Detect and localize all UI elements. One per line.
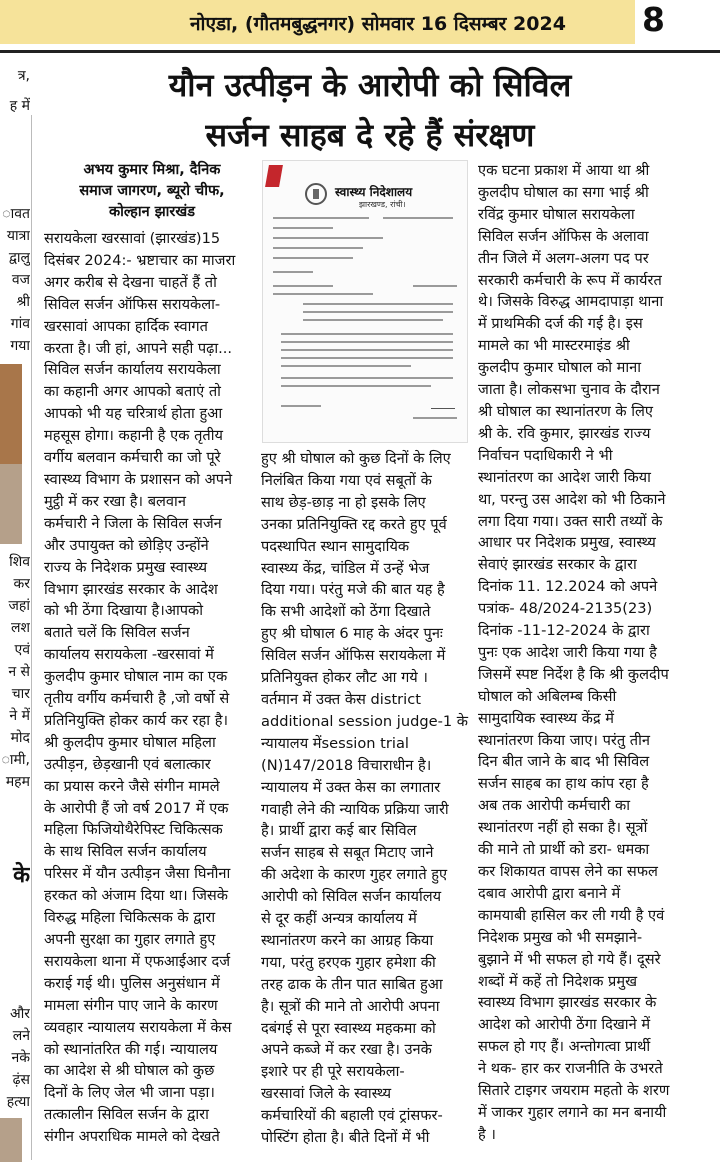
article-line: दिया गया। परंतु मजे की बात यह है — [261, 581, 445, 599]
document-text-line — [281, 377, 453, 379]
article-line: ने थक- हार कर राजनीति के उभरते — [478, 1060, 663, 1078]
document-text-line — [303, 303, 453, 305]
article-line: का आदेश से श्री घोषाल को कुछ — [44, 1062, 215, 1080]
article-line: सिविल सर्जन ऑफिस सरायकेला- — [44, 295, 221, 313]
fragment-text: जहां — [8, 598, 30, 614]
byline-line: समाज जागरण, ब्यूरो चीफ, — [79, 183, 225, 199]
fragment-text: द्वालु — [8, 250, 30, 266]
article-line: हुए श्री घोषाल को कुछ दिनों के लिए — [261, 450, 451, 467]
article-line: सिविल सर्जन ऑफिस के अलावा — [478, 227, 649, 245]
article-line: कुलदीप कुमार घोषाल को माना — [478, 359, 642, 377]
article-line: कराई गई थी। पुलिस अनुसंधान में — [44, 974, 220, 992]
document-text-line — [273, 217, 369, 219]
article-line: (N)147/2018 विचाराधीन है। — [261, 756, 432, 774]
fragment-text: महम — [5, 774, 30, 790]
article-line: मामले का भी मास्टरमाइंड श्री — [478, 337, 630, 355]
fragment-text: ावत — [2, 206, 30, 222]
document-text-line — [281, 365, 411, 367]
fragment-text: ने में — [9, 708, 30, 724]
letter-document-image — [262, 160, 468, 443]
article-line: वर्तमान में उक्त केस district — [261, 690, 421, 708]
article-line: मुट्ठी में कर रखा है। बलवान — [44, 492, 186, 510]
article-line: मामला संगीन पाए जाने के कारण — [44, 996, 218, 1014]
article-line: संगीन अपराधिक मामले को देखते — [44, 1128, 220, 1146]
emblem-icon — [305, 183, 327, 205]
fragment-text: यात्रा — [6, 228, 30, 244]
document-org-title: स्वास्थ्य निदेशालय — [335, 185, 413, 199]
article-line: अपनी सुरक्षा का गुहार लगाते हुए — [44, 931, 216, 948]
article-line: के साथ सिविल सर्जन कार्यालय — [44, 843, 207, 861]
page-number: 8 — [642, 0, 665, 39]
article-line: अब तक आरोपी कर्मचारी का — [478, 797, 631, 815]
article-line: गया, परंतु हरएक गुहार हमेशा की — [261, 953, 436, 971]
fragment-text: नके — [11, 1050, 30, 1066]
article-line: दिनांक -11-12-2024 के द्वारा — [478, 622, 650, 640]
article-line: राज्य के निदेशक प्रमुख स्वास्थ्य — [44, 558, 208, 576]
article-line: था, परन्तु उस आदेश को भी ठिकाने — [478, 490, 666, 508]
article-line: तीन जिले में अलग-अलग पद पर — [478, 249, 649, 267]
signature-mark — [431, 399, 455, 409]
article-line: हरकत को अंजाम दिया था। जिसके — [44, 887, 229, 905]
fragment-text: गांव — [10, 316, 30, 332]
document-text-line — [281, 341, 453, 343]
article-line: कर शिकायत वापस लेने का सफल — [478, 863, 658, 880]
article-line: आरोपी को सिविल सर्जन कार्यालय — [261, 888, 442, 906]
article-line: एक घटना प्रकाश में आया था श्री — [478, 162, 650, 179]
article-line: व्यवहार न्यायालय सरायकेला में केस — [44, 1018, 232, 1036]
fragment-text: शिव — [9, 554, 30, 570]
column-divider — [31, 115, 32, 1160]
document-text-line — [303, 319, 443, 321]
byline-line: कोल्हान झारखंड — [109, 204, 195, 220]
article-line: सरकारी कर्मचारी के रूप में कार्यरत — [478, 271, 662, 289]
article-line: पत्रांक- 48/2024-2135(23) — [478, 600, 653, 618]
article-line: कर्मचारियों की बहाली एवं ट्रांसफर- — [261, 1107, 443, 1125]
headline — [40, 60, 700, 160]
article-line: खरसावां आपका हार्दिक स्वागत — [44, 317, 208, 335]
photo-fragment — [0, 364, 22, 464]
article-line: स्वास्थ्य विभाग झारखंड सरकार के — [478, 994, 657, 1012]
article-line: को भी ठेंगा दिखाया है।आपको — [44, 602, 204, 620]
article-line: थे। जिसके विरुद्ध आमदापाड़ा थाना — [478, 293, 664, 311]
article-line: बताते चलें कि सिविल सर्जन — [44, 624, 190, 642]
article-line: अपने कब्जे में कर रखा है। उनके — [261, 1041, 432, 1059]
article-line: कुलदीप घोषाल का सगा भाई श्री — [478, 183, 649, 201]
article-line: पोस्टिंग होता है। बीते दिनों में भी — [261, 1129, 430, 1147]
fragment-text: ामी, — [1, 752, 30, 768]
article-line: निलंबित किया गया एवं सबूतों के — [261, 471, 432, 489]
article-line: कार्यालय सरायकेला -खरसावां में — [44, 646, 214, 664]
article-column-1 — [44, 228, 257, 1148]
photo-fragment — [0, 464, 22, 544]
article-line: को स्थानांतरित की गई। न्यायालय — [44, 1040, 218, 1058]
article-column-3 — [478, 160, 711, 1146]
document-text-line — [273, 227, 333, 229]
article-line: रविंद्र कुमार घोषाल सरायकेला — [478, 205, 635, 223]
article-line: में जाकर गुहार लगाने का मन बनायी — [478, 1103, 667, 1121]
fragment-text: वज — [11, 272, 30, 288]
document-text-line — [413, 417, 457, 419]
article-line: जाता है। लोकसभा चुनाव के दौरान — [478, 381, 660, 399]
document-text-line — [281, 357, 453, 359]
article-line: सिविल सर्जन कार्यालय सरायकेला — [44, 361, 221, 379]
article-column-2 — [261, 448, 473, 1149]
article-line: इशारे पर ही पूरे सरायकेला- — [261, 1063, 405, 1081]
article-line: उनका प्रतिनियुक्ति रद्द करते हुए पूर्व — [261, 515, 447, 533]
article-line: लगा दिया गया। उक्त सारी तथ्यों के — [478, 512, 663, 530]
article-line: कर्मचारी ने जिला के सिविल सर्जन — [44, 514, 222, 532]
article-line: करता है। जी हां, आपने सही पढ़ा... — [44, 339, 233, 357]
document-text-line — [281, 349, 453, 351]
article-line: घोषाल को अबिलम्ब किसी — [478, 687, 617, 705]
article-line: सिविल सर्जन ऑफिस सरायकेला में — [261, 647, 446, 665]
article-line: सामुदायिक स्वास्थ्य केंद्र में — [478, 709, 615, 727]
article-line: निर्वाचन पदाधिकारी ने भी — [478, 446, 613, 464]
header-dateline: नोएडा, (गौतमबुद्धनगर) सोमवार 16 दिसम्बर 2024 — [190, 13, 566, 35]
fragment-text: ढ़ंस — [12, 1072, 30, 1088]
article-line: महसूस होगा। कहानी है एक तृतीय — [44, 427, 223, 445]
article-line: पदस्थापित स्थान सामुदायिक — [261, 537, 410, 555]
byline-line: अभय कुमार मिश्रा, दैनिक — [83, 162, 221, 178]
article-line: शब्दों में कहें तो निदेशक प्रमुख — [478, 972, 638, 990]
document-org-subtitle: झारखण्ड, रांची। — [359, 200, 406, 209]
article-line: है। सूत्रों की माने तो आरोपी अपना — [261, 997, 440, 1015]
article-line: अगर करीब से देखना चाहतें हैं तो — [44, 273, 217, 291]
article-line: तत्कालीन सिविल सर्जन के द्वारा — [44, 1106, 209, 1124]
article-line: सरायकेला खरसावां (झारखंड)15 — [44, 230, 221, 247]
document-text-line — [303, 311, 453, 313]
document-text-line — [273, 271, 313, 273]
article-line: न्यायालय में उक्त केस का लगातार — [261, 778, 441, 796]
byline — [44, 160, 260, 223]
article-line: से दूर कहीं अन्यत्र कार्यालय में — [261, 910, 417, 928]
article-line: दिसंबर 2024:- भ्रष्टाचार का माजरा — [44, 251, 236, 269]
fragment-text: न से — [8, 664, 30, 680]
article-line: विरुद्ध महिला चिकित्सक के द्वारा — [44, 909, 216, 927]
fragment-text: और — [9, 1006, 30, 1022]
fragment-text: मोद — [10, 730, 30, 746]
article-line: तृतीय वर्गीय कर्मचारी है ,जो वर्षो से — [44, 690, 230, 708]
headline-line-1: यौन उत्पीड़न के आरोपी को सिविल — [168, 66, 572, 104]
article-line: की अदेशा के कारण गुहर लगाते हुए — [261, 866, 448, 884]
document-text-line — [281, 385, 431, 387]
fragment-headline: के — [13, 863, 30, 888]
article-line: वर्गीय बलवान कर्मचारी का जो पूरे — [44, 449, 221, 467]
article-line: स्थानांतरण नहीं हो सका है। सूत्रों — [478, 819, 648, 837]
article-line: प्रतिनियुक्ति होकर कार्य कर रहा है। — [44, 711, 228, 729]
article-line: प्रतिनियुक्त होकर लौट आ गये । — [261, 669, 428, 687]
fragment-text: ह में — [9, 98, 30, 114]
article-line: सर्जन साहब का हाथ कांप रहा है — [478, 775, 649, 793]
article-line: दबंगई से पूरा स्वास्थ्य महकमा को — [261, 1019, 436, 1037]
article-line: श्री घोषाल का स्थानांतरण के लिए — [478, 402, 653, 420]
fragment-text: लश — [10, 620, 30, 636]
fragment-text: कर — [13, 576, 30, 592]
fragment-text: श्री — [16, 294, 30, 310]
article-line: स्थानांतरण का आदेश जारी किया — [478, 468, 651, 486]
article-line: श्री कुलदीप कुमार घोषाल महिला — [44, 733, 216, 751]
fragment-text: लने — [12, 1028, 30, 1044]
article-line: सर्जन साहब से सबूत मिटाए जाने — [261, 844, 434, 862]
article-line: जिसमें स्पष्ट निर्देश है कि श्री कुलदीप — [478, 665, 669, 683]
fragment-text: गया — [10, 338, 30, 354]
document-text-line — [273, 293, 373, 295]
document-text-line — [281, 405, 321, 407]
article-line: उत्पीड़न, छेड़खानी एवं बलात्कार — [44, 755, 211, 773]
document-text-line — [273, 257, 353, 259]
article-line: विभाग झारखंड सरकार के आदेश — [44, 580, 218, 598]
article-line: गवाही लेने की न्यायिक प्रक्रिया जारी — [261, 800, 449, 818]
header-divider — [0, 50, 720, 53]
article-line: स्वास्थ्य केंद्र, चांडिल में उन्हें भेज — [261, 559, 430, 577]
article-line: दबाव आरोपी द्वारा बनाने में — [478, 884, 621, 902]
document-text-line — [273, 285, 333, 287]
article-line: तरह ढाक के तीन पात साबित हुआ — [261, 975, 443, 993]
document-text-line — [273, 247, 363, 249]
article-line: additional session judge-1 के — [261, 712, 468, 730]
article-line: दिन बीत जाने के बाद भी सिविल — [478, 753, 650, 771]
article-line: में प्राथमिकी दर्ज की गई है। इस — [478, 315, 643, 333]
article-line: कुलदीप कुमार घोषाल नाम का एक — [44, 668, 228, 686]
article-line: का कहानी अगर आपको बताएं तो — [44, 383, 221, 401]
article-line: सफल हो गए हैं। अन्तोगत्वा प्रार्थी — [478, 1038, 651, 1056]
photo-fragment — [0, 1118, 22, 1162]
article-line: महिला फिजियोथैरेपिस्ट चिकित्सक — [44, 821, 223, 839]
article-line: साथ छेड़-छाड़ ना हो इसके लिए — [261, 493, 426, 511]
document-text-line — [383, 217, 453, 219]
article-line: खरसावां जिले के स्वास्थ्य — [261, 1085, 392, 1103]
article-line: न्यायालय मेंsession trial — [261, 734, 409, 752]
fragment-text: त्र, — [17, 68, 30, 84]
article-line: आधार पर निदेशक प्रमुख, स्वास्थ्य — [478, 534, 656, 552]
article-line: सेवाएं झारखंड सरकार के द्वारा — [478, 556, 637, 574]
article-line: पुनः एक आदेश जारी किया गया है — [478, 643, 657, 661]
article-line: स्थानांतरण किया जाए। परंतु तीन — [478, 731, 650, 749]
article-line: आदेश को आरोपी ठेंगा दिखाने में — [478, 1016, 651, 1034]
article-line: की माने तो प्रार्थी को डरा- धमका — [478, 841, 650, 859]
fragment-text: हत्या — [6, 1094, 30, 1110]
article-line: सरायकेला थाना में एफआईआर दर्ज — [44, 952, 231, 970]
fragment-text: एवं — [14, 642, 30, 658]
article-line: कि सभी आदेशों को ठेंगा दिखाते — [261, 603, 431, 621]
article-line: बुझाने में भी सफल हो गये हैं। दूसरे — [478, 950, 661, 968]
article-line: है । — [478, 1125, 496, 1143]
article-line: दिनों के लिए जेल भी जाना पड़ा। — [44, 1084, 215, 1102]
article-line: दिनांक 11. 12.2024 को अपने — [478, 578, 658, 596]
document-text-line — [413, 285, 457, 287]
red-mark-icon — [265, 165, 283, 187]
article-line: के आरोपी हैं जो वर्ष 2017 में एक — [44, 799, 229, 817]
document-text-line — [273, 237, 383, 239]
article-line: श्री के. रवि कुमार, झारखंड राज्य — [478, 424, 651, 442]
article-line: सितारे टाइगर जयराम महतो के शरण — [478, 1082, 670, 1100]
article-line: परिसर में यौन उत्पीड़न जैसा घिनौना — [44, 865, 231, 883]
article-line: कामयाबी हासिल कर ली गयी है एवं — [478, 906, 665, 924]
article-line: हुए श्री घोषाल 6 माह के अंदर पुनः — [261, 625, 443, 643]
article-line: का प्रयास करने जैसे संगीन मामले — [44, 777, 220, 795]
fragment-text: चार — [11, 686, 30, 702]
adjacent-article-fragment — [0, 56, 30, 1164]
article-line: स्थानांतरण करने का आग्रह किया — [261, 931, 434, 949]
document-text-line — [281, 333, 453, 335]
article-line: और उपायुक्त को छोड़िए उन्होंने — [44, 536, 209, 554]
article-line: आपको भी यह चरित्रार्थ होता हुआ — [44, 405, 223, 423]
article-line: निदेशक प्रमुख को भी समझाने- — [478, 928, 643, 946]
article-line: है। प्रार्थी द्वारा कई बार सिविल — [261, 822, 417, 840]
article-line: स्वास्थ्य विभाग के प्रशासन को अपने — [44, 470, 233, 488]
headline-line-2: सर्जन साहब दे रहे हैं संरक्षण — [205, 116, 535, 154]
